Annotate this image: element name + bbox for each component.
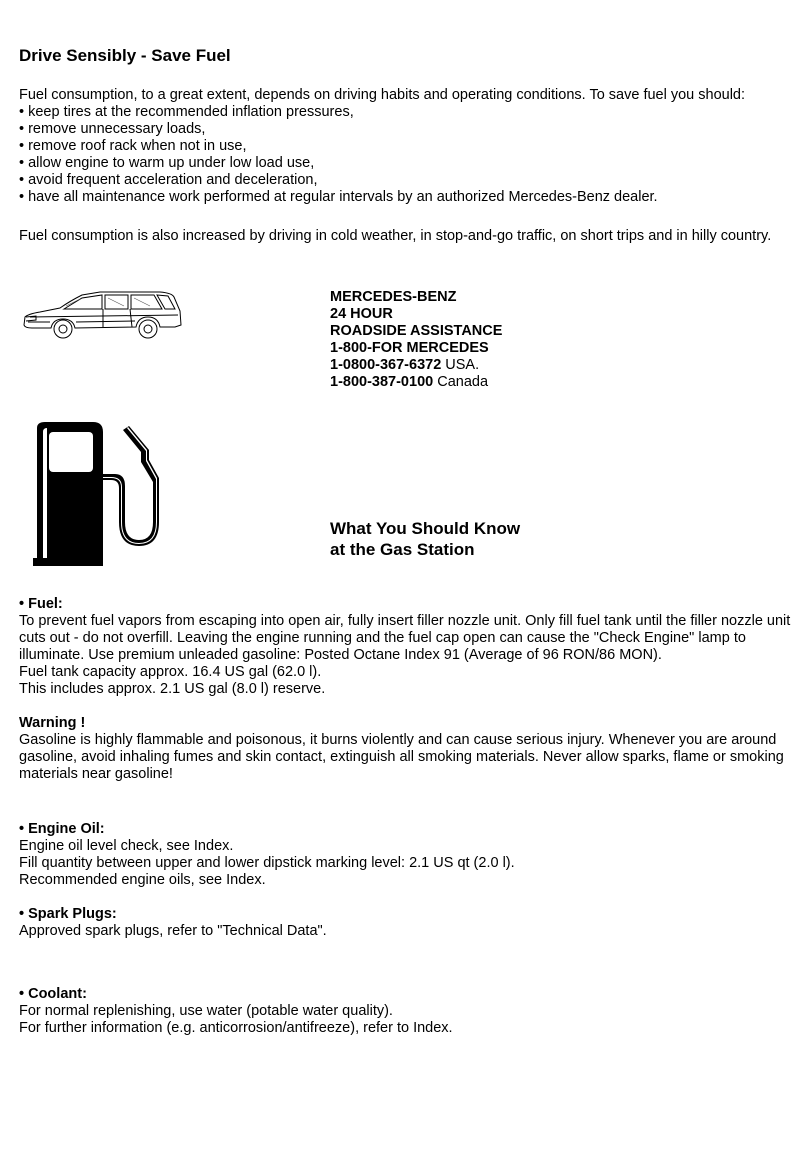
- spark-plugs-heading: • Spark Plugs:: [19, 906, 117, 922]
- coolant-line: For further information (e.g. anticorrosion/antifreeze), refer to Index.: [19, 1020, 453, 1036]
- fuel-pump-icon: [33, 422, 161, 566]
- gas-heading-line1: What You Should Know: [330, 519, 521, 538]
- canada-phone: 1-800-387-0100: [330, 374, 434, 390]
- list-item: • remove unnecessary loads,: [19, 121, 206, 137]
- engine-oil-line: Recommended engine oils, see Index.: [19, 872, 266, 888]
- roadside-assistance: [330, 289, 502, 391]
- spark-plugs-line: Approved spark plugs, refer to "Technical Data".: [19, 923, 327, 939]
- gas-station-heading: [330, 518, 520, 560]
- fuel-text: To prevent fuel vapors from escaping into open air, fully insert filler nozzle unit. Only fill fuel tank until the filler nozzle unit cuts out - do not overfill. Leaving the engine running and the fuel cap open can cause the "Check Engine" lamp to illuminate. Use premium unleaded gasoline: Posted Octane Index 91 (Average of 96 RON/86 MON).: [19, 613, 791, 663]
- engine-oil-section: [19, 821, 794, 889]
- list-item: • have all maintenance work performed at regular intervals by an authorized Mercedes-Benz dealer.: [19, 189, 658, 205]
- list-item: • keep tires at the recommended inflation pressures,: [19, 104, 354, 120]
- assist-line-service: ROADSIDE ASSISTANCE: [330, 323, 503, 339]
- usa-label: USA.: [441, 357, 480, 373]
- engine-oil-line: Fill quantity between upper and lower dipstick marking level: 2.1 US qt (2.0 l).: [19, 855, 515, 871]
- assist-canada-row: [330, 374, 502, 391]
- engine-oil-line: Engine oil level check, see Index.: [19, 838, 234, 854]
- warning-text: Gasoline is highly flammable and poisonous, it burns violently and can cause serious injury. Whenever you are around gasoline, avoid inhaling fumes and skin contact, extinguish all smoking materials. Never allow sparks, flame or smoking materials near gasoline!: [19, 732, 784, 782]
- fuel-capacity: Fuel tank capacity approx. 16.4 US gal (62.0 l).: [19, 664, 322, 680]
- list-item: • remove roof rack when not in use,: [19, 138, 247, 154]
- warning-heading: Warning !: [19, 715, 86, 731]
- fuel-heading: • Fuel:: [19, 596, 63, 612]
- coolant-line: For normal replenishing, use water (potable water quality).: [19, 1003, 393, 1019]
- usa-phone: 1-0800-367-6372: [330, 357, 442, 373]
- page-title: Drive Sensibly - Save Fuel: [19, 46, 231, 65]
- car-illustration: [20, 287, 185, 343]
- spark-plugs-section: [19, 906, 794, 940]
- intro-lead: Fuel consumption, to a great extent, depends on driving habits and operating conditions. To save fuel you should:: [19, 87, 746, 103]
- list-item: • avoid frequent acceleration and deceleration,: [19, 172, 318, 188]
- assist-line-brand: MERCEDES-BENZ: [330, 289, 457, 305]
- fuel-reserve: This includes approx. 2.1 US gal (8.0 l) reserve.: [19, 681, 326, 697]
- assist-usa-row: [330, 357, 502, 374]
- fuel-section: [19, 596, 794, 698]
- intro-extra: Fuel consumption is also increased by driving in cold weather, in stop-and-go traffic, on short trips and in hilly country.: [19, 228, 772, 244]
- warning-section: [19, 715, 794, 783]
- coolant-section: [19, 986, 794, 1037]
- list-item: • allow engine to warm up under low load use,: [19, 155, 315, 171]
- engine-oil-heading: • Engine Oil:: [19, 821, 105, 837]
- canada-label: Canada: [433, 374, 489, 390]
- gas-heading-line2: at the Gas Station: [330, 540, 475, 559]
- coolant-heading: • Coolant:: [19, 986, 87, 1002]
- assist-line-phone-word: 1-800-FOR MERCEDES: [330, 340, 489, 356]
- assist-line-hours: 24 HOUR: [330, 306, 393, 322]
- intro-section: [19, 87, 799, 206]
